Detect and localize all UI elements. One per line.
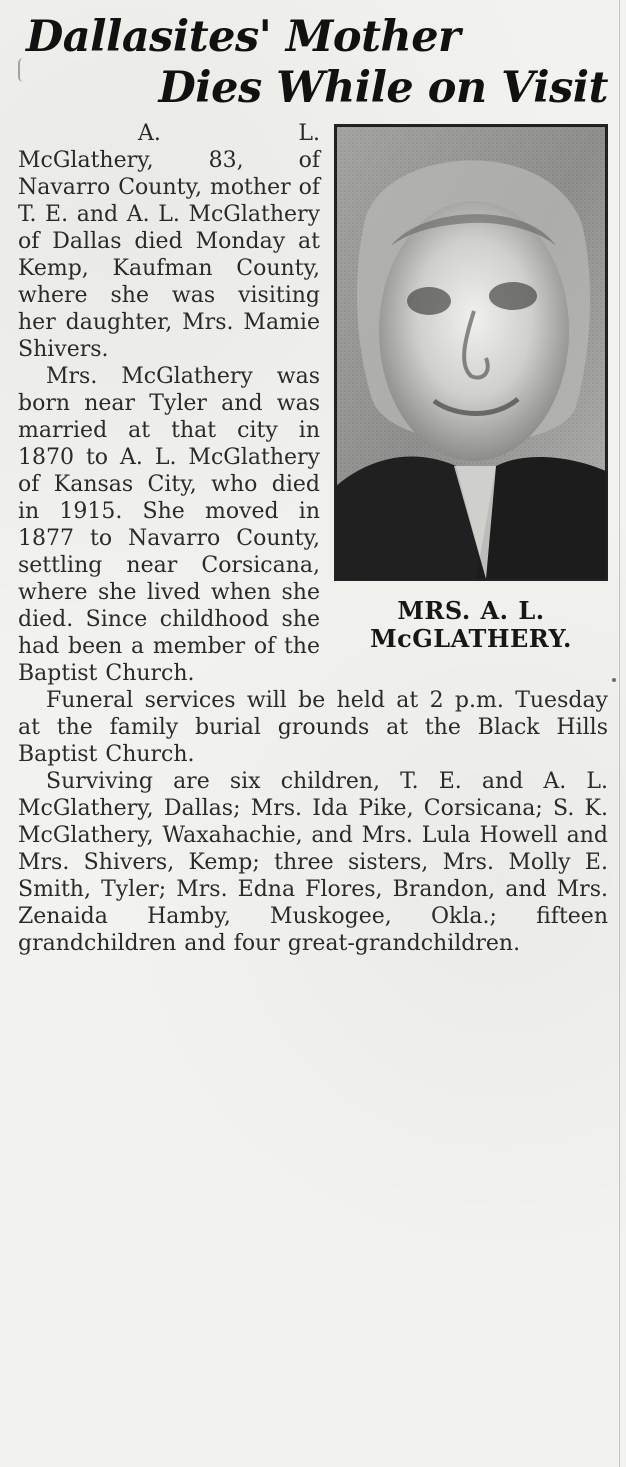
portrait-block	[334, 124, 608, 653]
headline-line-1: Dallasites' Mother	[26, 12, 461, 62]
scan-edge-line	[619, 0, 620, 1467]
article-body	[18, 120, 608, 957]
headline-line-2: Dies While on Visit	[158, 63, 608, 113]
paragraph-4: Surviving are six children, T. E. and A. L. McGlathery, Dallas; Mrs. Ida Pike, Corsicana; S. K. McGlathery, Waxahachie, and Mrs. Lula Howell and Mrs. Shivers, Kemp; three sisters, Mrs. Molly E. Smith, Tyler; Mrs. Edna Flores, Brandon, and Mrs. Zenaida Hamby, Muskogee, Okla.; fifteen grandchildren and four great-grandchildren.	[18, 769, 608, 956]
portrait-caption	[334, 597, 608, 653]
caption-line-2: McGLATHERY.	[370, 624, 572, 653]
clipping-edge-mark	[18, 58, 28, 82]
caption-line-1: MRS. A. L.	[397, 596, 545, 625]
print-speck	[612, 678, 616, 682]
paragraph-1: A. L. McGlathery, 83, of Navarro County, mother of T. E. and A. L. McGlathery of Dallas died Monday at Kemp, Kaufman County, where she was visiting her daughter, Mrs. Mamie Shivers.	[18, 121, 320, 362]
paragraph-2: Mrs. McGlathery was born near Tyler and was married at that city in 1870 to A. L. McGlathery of Kansas City, who died in 1915. She moved in 1877 to Navarro County, settling near Corsicana, where she lived when she died. Since childhood she had been a member of the Baptist Church.	[18, 364, 320, 686]
portrait-photo	[334, 124, 608, 581]
portrait-image	[336, 126, 606, 579]
article-column	[18, 12, 608, 1452]
paragraph-3: Funeral services will be held at 2 p.m. Tuesday at the family burial grounds at the Black Hills Baptist Church.	[18, 688, 608, 767]
